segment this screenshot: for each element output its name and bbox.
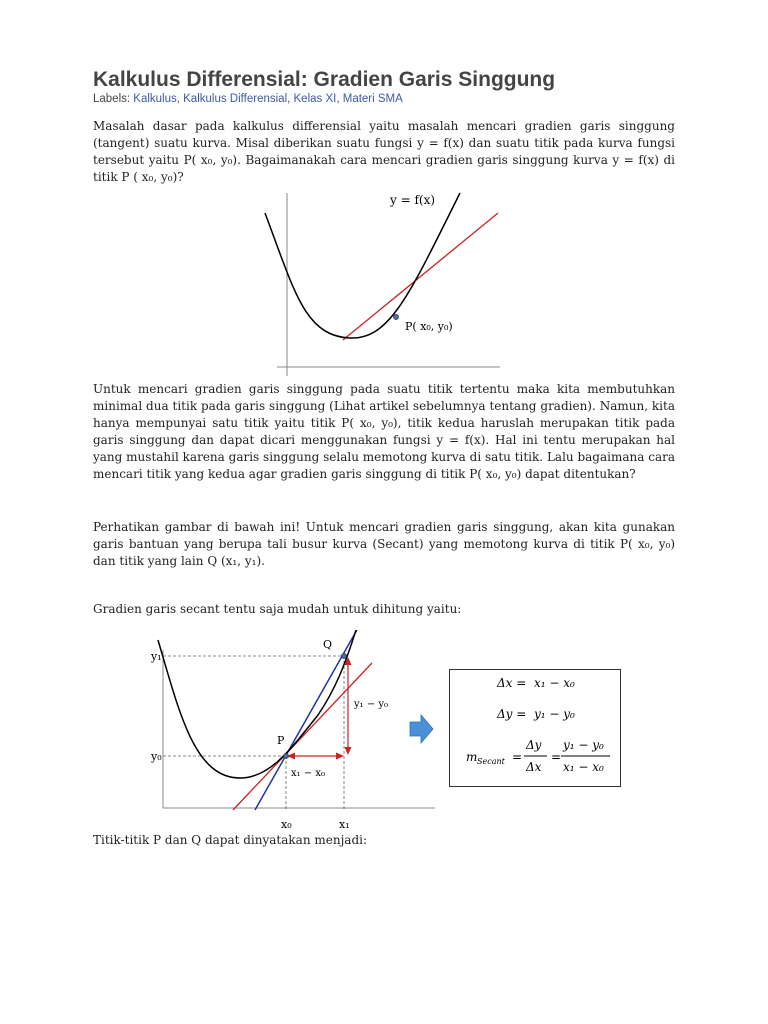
formula-dx-rhs: x₁ − x₀	[534, 676, 575, 690]
label-separator: ,	[176, 93, 184, 105]
label-x0: x₀	[281, 818, 292, 831]
label-link-kalkulus-differensial[interactable]: Kalkulus Differensial	[183, 93, 288, 105]
formula-frac2-den: x₁ − x₀	[563, 760, 604, 774]
curve-label: y = f(x)	[390, 193, 436, 207]
point-p	[283, 753, 288, 758]
paragraph-secant-gradient: Gradien garis secant tentu saja mudah untuk dihitung yaitu:	[93, 602, 462, 616]
formula-box	[449, 669, 621, 787]
point-q	[341, 653, 346, 658]
label-y0: y₀	[151, 750, 162, 763]
label-link-kelas-xi[interactable]: Kelas XI	[293, 93, 337, 105]
label-p: P	[277, 734, 285, 747]
formula-m-subscript: Secant	[477, 757, 505, 766]
labels-prefix: Labels:	[93, 93, 134, 105]
formula-content	[450, 670, 622, 788]
formula-frac1-den: Δx	[526, 760, 542, 774]
label-dy: y₁ − y₀	[354, 699, 389, 710]
formula-dy-rhs: y₁ − y₀	[534, 707, 575, 721]
paragraph-secant: Perhatikan gambar di bawah ini! Untuk mencari gradien garis singgung, akan kita gunakan garis bantuan yang berupa tali busur kurva (Secant) yang memotong kurva di titik P( x₀, y₀) dan titik yang lain Q (x₁, y₁).	[93, 520, 675, 568]
paragraph-points-pq: Titik-titik P dan Q dapat dinyatakan menjadi:	[93, 833, 368, 847]
figure-secant	[140, 630, 440, 835]
dx-arrowhead-right	[336, 753, 344, 760]
label-link-kalkulus[interactable]: Kalkulus	[133, 93, 177, 105]
label-separator: ,	[287, 93, 294, 105]
point-p	[393, 314, 398, 319]
formula-frac1-num: Δy	[526, 738, 542, 752]
label-separator: ,	[336, 93, 343, 105]
tangent-line	[233, 663, 372, 810]
figure-tangent	[255, 188, 515, 380]
paragraph-intro: Masalah dasar pada kalkulus differensial yaitu masalah mencari gradien garis singgung (tangent) suatu kurva. Misal diberikan suatu fungsi y = f(x) dan suatu titik pada kurva fungsi tersebut yaitu P( x₀, y₀). Bagaimanakah cara mencari gradien garis singgung kurva y = f(x) di titik P ( x₀, y₀)?	[93, 119, 675, 184]
point-p-label: P( x₀, y₀)	[405, 320, 453, 333]
dy-arrowhead-bottom	[345, 747, 352, 755]
formula-dx-lhs: Δx =	[497, 676, 527, 690]
label-y1: y₁	[151, 650, 162, 663]
paragraph-two-points: Untuk mencari gradien garis singgung pada suatu titik tertentu maka kita membutuhkan minimal dua titik pada garis singgung (Lihat artikel sebelumnya tentang gradien). Namun, kita hanya mempunyai satu titik yaitu titik P( x₀, y₀), titik kedua haruslah merupakan titik pada garis singgung dan dapat dicari menggunakan fungsi y = f(x). Hal ini tentu merupakan hal yang mustahil karena garis singgung selalu memotong kurva di satu titik. Lalu bagaimana cara mencari titik yang kedua agar gradien garis singgung di titik P( x₀, y₀) dapat ditentukan?	[93, 382, 675, 481]
formula-frac2-num: y₁ − y₀	[563, 738, 604, 752]
label-dx: x₁ − x₀	[291, 768, 326, 779]
label-link-materi-sma[interactable]: Materi SMA	[342, 93, 403, 105]
label-q: Q	[323, 638, 333, 651]
formula-dy-lhs: Δy =	[497, 707, 527, 721]
labels-line	[93, 93, 403, 105]
formula-m: m	[466, 750, 478, 764]
formula-equals-2: =	[551, 750, 562, 764]
right-arrow-icon	[410, 715, 433, 743]
article-title: Kalkulus Differensial: Gradien Garis Singgung	[93, 68, 556, 91]
formula-equals-1: =	[512, 750, 523, 764]
curve	[265, 193, 460, 338]
label-x1: x₁	[339, 818, 350, 831]
